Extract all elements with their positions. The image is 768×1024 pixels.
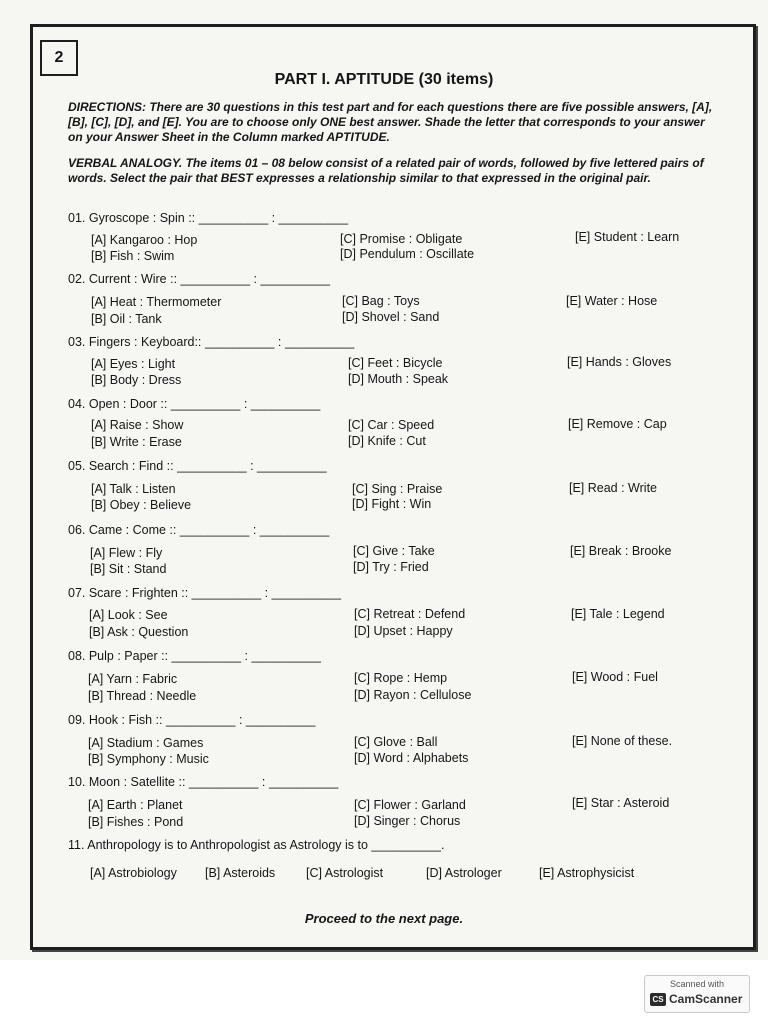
option-b: [B] Body : Dress (91, 373, 182, 387)
option-c: [C] Flower : Garland (354, 798, 466, 812)
option-d: [D] Upset : Happy (354, 624, 453, 638)
option-e: [E] Student : Learn (575, 230, 680, 244)
option-b: [B] Fishes : Pond (88, 815, 184, 829)
option-d: [D] Word : Alphabets (354, 751, 469, 765)
option-d: [D] Pendulum : Oscillate (340, 247, 475, 261)
proceed-note: Proceed to the next page. (304, 911, 464, 926)
option-d: [D] Try : Fried (353, 560, 429, 574)
page-number: 2 (40, 40, 78, 76)
question-stem: 05. Search : Find :: __________ : __________ (68, 459, 327, 473)
option-e: [E] Wood : Fuel (572, 670, 658, 684)
question-stem: 08. Pulp : Paper :: __________ : __________ (68, 649, 321, 663)
option-a: [A] Earth : Planet (88, 798, 183, 812)
verbal-analogy-instructions: VERBAL ANALOGY. The items 01 – 08 below consist of a related pair of words, followed by five lettered pairs of words. Select the pair that BEST expresses a relationship similar to that expressed in the original pair. (68, 156, 704, 185)
option-b: [B] Symphony : Music (88, 752, 209, 766)
option-b: [B] Fish : Swim (91, 249, 175, 263)
option-d: [D] Fight : Win (352, 497, 432, 511)
option-c: [C] Astrologist (306, 866, 384, 880)
question-stem: 11. Anthropology is to Anthropologist as Astrology is to __________. (68, 838, 445, 852)
option-e: [E] Hands : Gloves (567, 355, 672, 369)
option-c: [C] Retreat : Defend (354, 607, 466, 621)
option-a: [A] Raise : Show (91, 418, 184, 432)
option-a: [A] Eyes : Light (91, 357, 176, 371)
option-c: [C] Give : Take (353, 544, 435, 558)
question-stem: 04. Open : Door :: __________ : __________ (68, 397, 321, 411)
option-e: [E] Water : Hose (566, 294, 658, 308)
option-b: [B] Asteroids (205, 866, 276, 880)
option-b: [B] Ask : Question (89, 625, 189, 639)
option-c: [C] Sing : Praise (352, 482, 443, 496)
option-d: [D] Mouth : Speak (348, 372, 449, 386)
option-a: [A] Heat : Thermometer (91, 295, 222, 309)
option-a: [A] Stadium : Games (88, 736, 204, 750)
option-b: [B] Sit : Stand (90, 562, 167, 576)
option-b: [B] Write : Erase (91, 435, 182, 449)
option-e: [E] Star : Asteroid (572, 796, 670, 810)
question-stem: 09. Hook : Fish :: __________ : __________ (68, 713, 316, 727)
question-stem: 07. Scare : Frighten :: __________ : __________ (68, 586, 342, 600)
option-a: [A] Talk : Listen (91, 482, 176, 496)
option-c: [C] Promise : Obligate (340, 232, 463, 246)
option-d: [D] Rayon : Cellulose (354, 688, 472, 702)
option-e: [E] Tale : Legend (571, 607, 665, 621)
option-e: [E] Read : Write (569, 481, 657, 495)
question-stem: 10. Moon : Satellite :: __________ : __________ (68, 775, 339, 789)
option-a: [A] Kangaroo : Hop (91, 233, 198, 247)
camscanner-logo-icon: CS (650, 993, 666, 1006)
question-stem: 02. Current : Wire :: __________ : __________ (68, 272, 330, 286)
question-stem: 06. Came : Come :: __________ : __________ (68, 523, 330, 537)
option-b: [B] Oil : Tank (91, 312, 162, 326)
question-stem: 03. Fingers : Keyboard:: __________ : __________ (68, 335, 355, 349)
option-c: [C] Glove : Ball (354, 735, 438, 749)
question-stem: 01. Gyroscope : Spin :: __________ : __________ (68, 211, 349, 225)
section-title: PART I. APTITUDE (30 items) (274, 71, 494, 88)
option-a: [A] Look : See (89, 608, 168, 622)
scanned-with-text: Scanned with (669, 979, 725, 989)
option-a: [A] Flew : Fly (90, 546, 163, 560)
option-e: [E] Astrophysicist (539, 866, 635, 880)
option-c: [C] Rope : Hemp (354, 671, 448, 685)
option-d: [D] Singer : Chorus (354, 814, 461, 828)
option-b: [B] Obey : Believe (91, 498, 192, 512)
camscanner-watermark (644, 975, 750, 1013)
option-e: [E] Break : Brooke (570, 544, 672, 558)
option-e: [E] None of these. (572, 734, 673, 748)
option-c: [C] Feet : Bicycle (348, 356, 443, 370)
option-d: [D] Astrologer (426, 866, 502, 880)
option-c: [C] Car : Speed (348, 418, 435, 432)
option-c: [C] Bag : Toys (342, 294, 420, 308)
option-b: [B] Thread : Needle (88, 689, 197, 703)
directions-text: DIRECTIONS: There are 30 questions in this test part and for each questions there are five possible answers, [A], [B], [C], [D], and [E]. You are to choose only ONE best answer. Shade the letter that corresponds to your answer on your Answer Sheet in the Column marked APTITUDE. (68, 100, 713, 144)
camscanner-name: CamScanner (669, 992, 743, 1006)
option-a: [A] Yarn : Fabric (88, 672, 178, 686)
option-d: [D] Shovel : Sand (342, 310, 440, 324)
option-d: [D] Knife : Cut (348, 434, 426, 448)
option-e: [E] Remove : Cap (568, 417, 667, 431)
option-a: [A] Astrobiology (90, 866, 177, 880)
